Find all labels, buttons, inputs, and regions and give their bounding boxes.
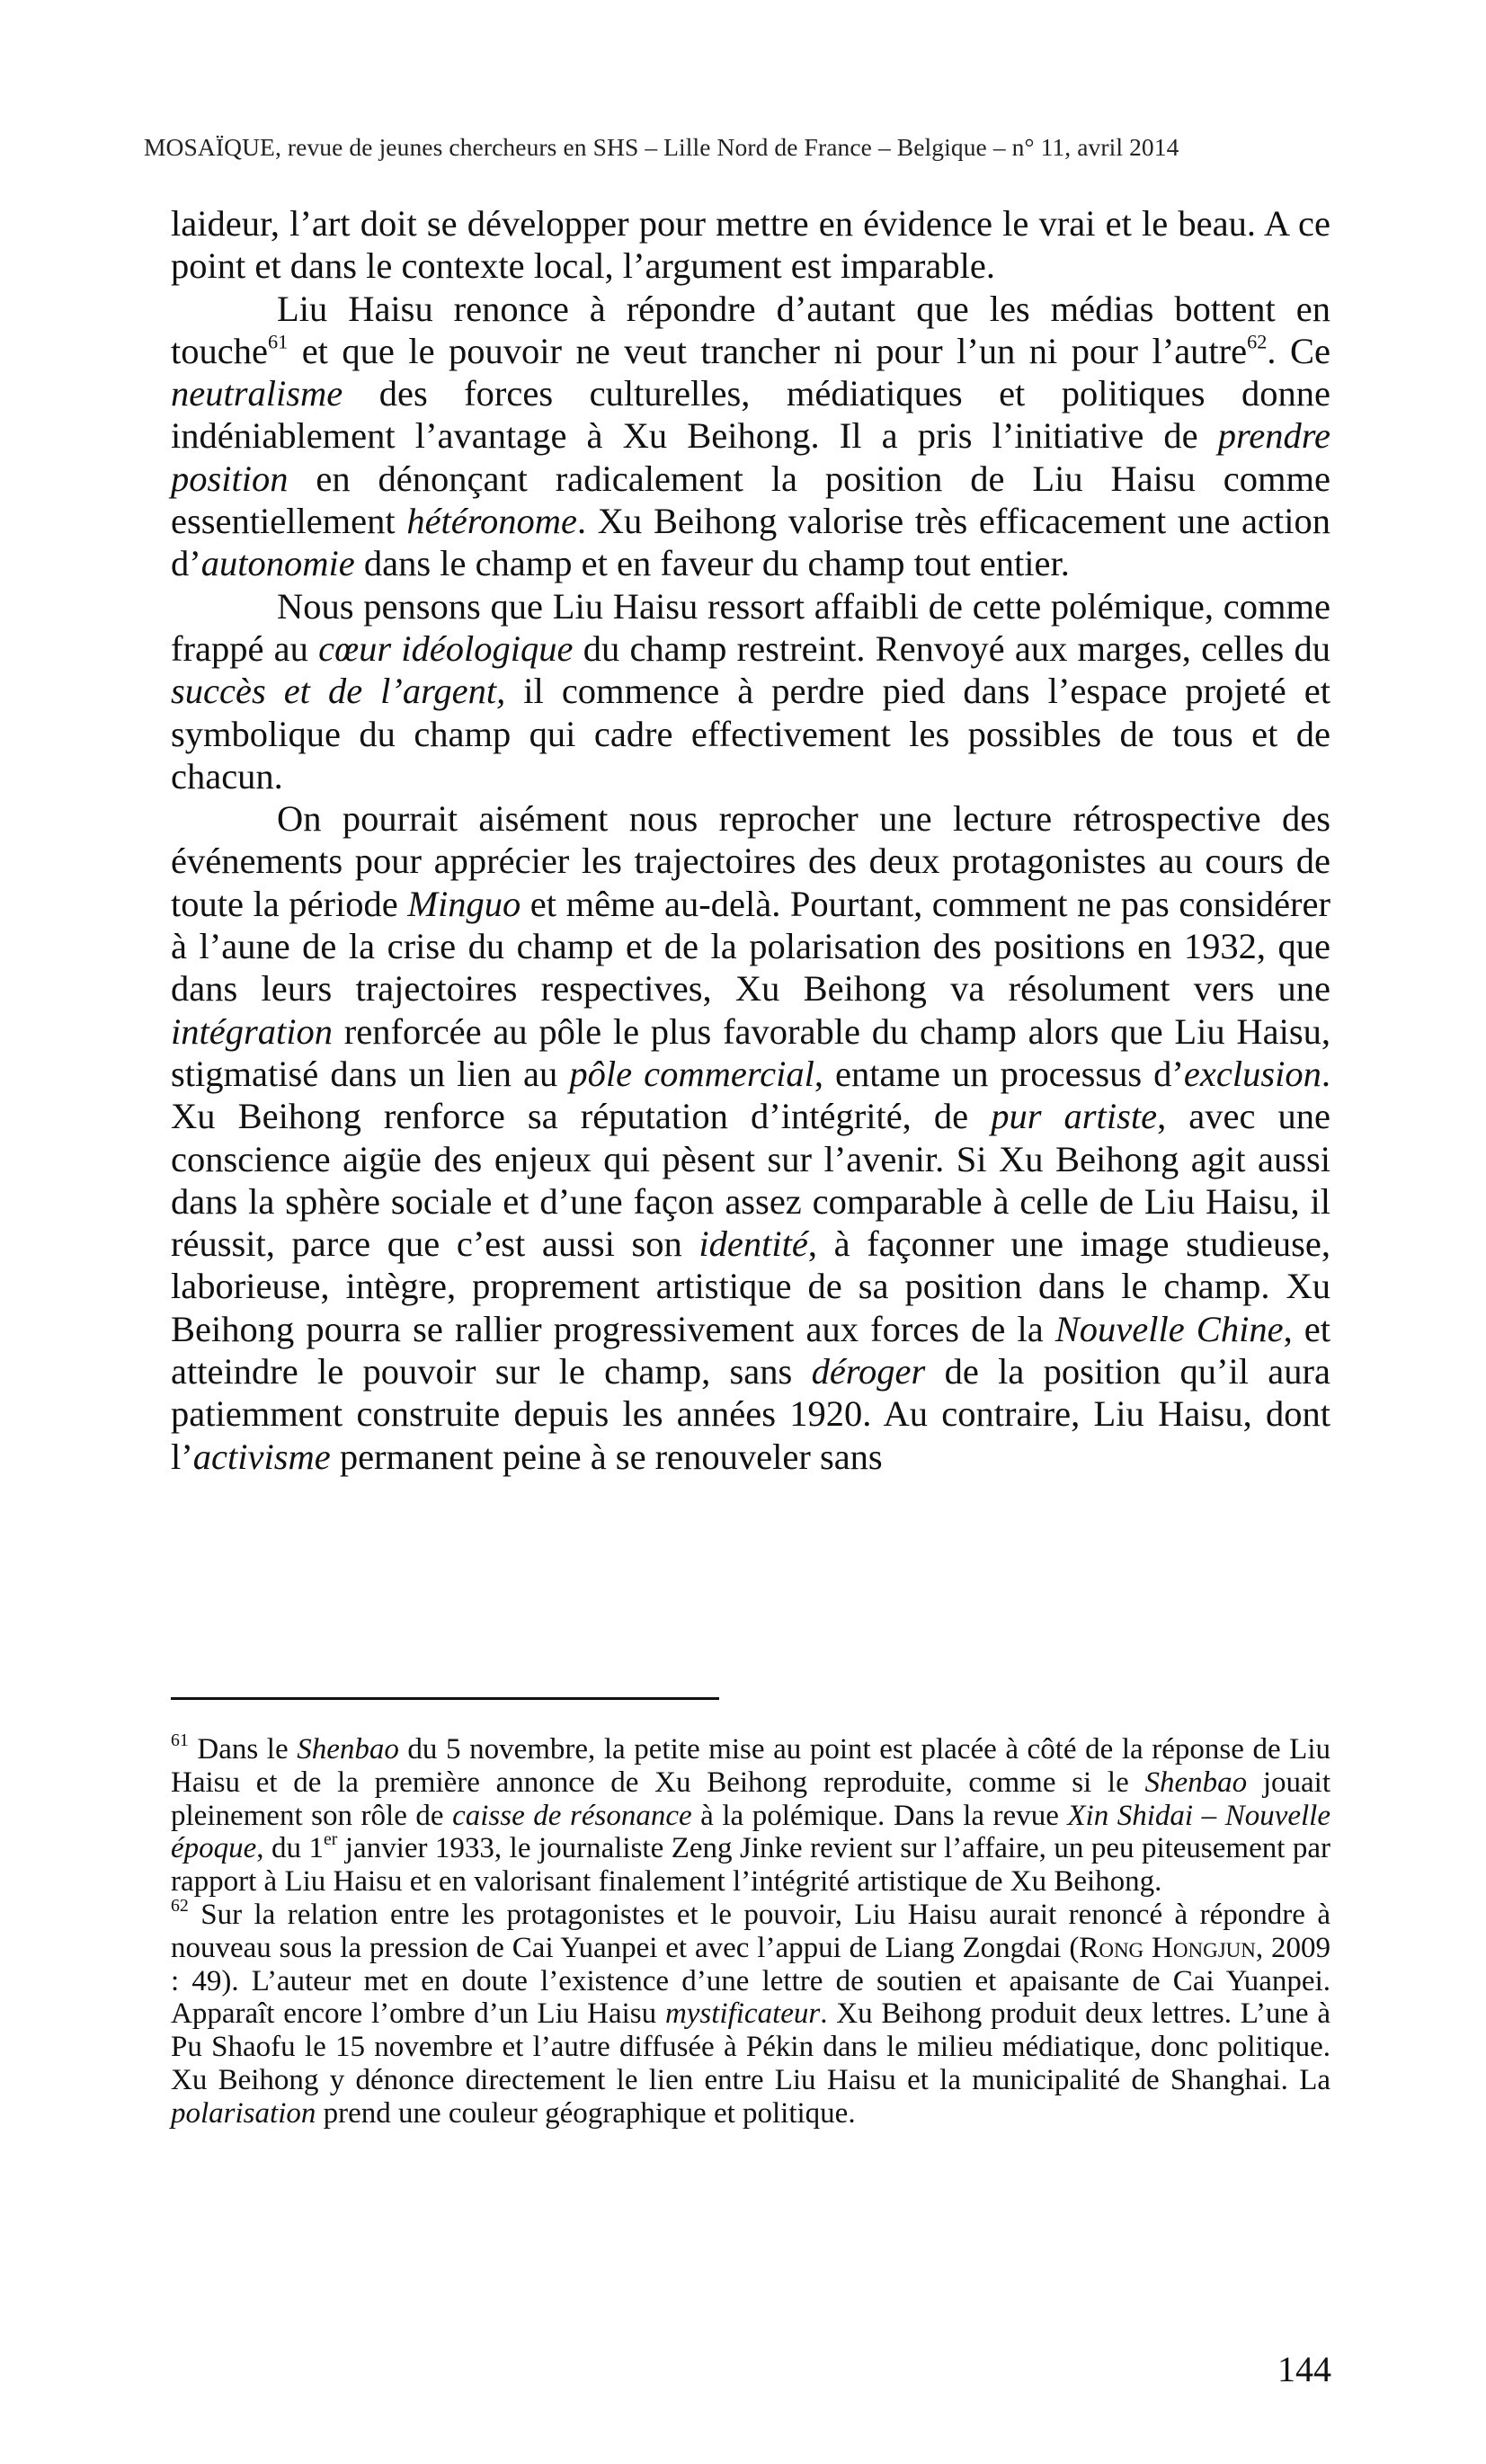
italic-text: déroger (811, 1351, 926, 1392)
italic-text: Xin Shidai (1067, 1799, 1194, 1832)
italic-text: Shenbao (297, 1733, 399, 1766)
italic-text: polarisation (171, 2096, 316, 2130)
footnote-ref[interactable]: er (324, 1829, 338, 1850)
italic-text: Minguo (407, 883, 521, 924)
italic-text: Nouvelle époque (171, 1799, 1330, 1865)
running-header: MOSAÏQUE, revue de jeunes chercheurs en SHS – Lille Nord de France – Belgique – n° 11, avril 2014 (144, 133, 1179, 161)
page-number: 144 (1277, 2349, 1331, 2389)
body-text (171, 202, 1330, 1478)
footnote-number: 62 (171, 1896, 189, 1917)
footnote-number: 61 (171, 1730, 189, 1751)
author-name: Rong Hongjun (1079, 1931, 1256, 1964)
italic-text: pôle commercial (569, 1053, 814, 1094)
italic-text: autonomie (200, 543, 355, 584)
italic-text: activisme (192, 1436, 331, 1477)
italic-text: hétéronome (406, 501, 578, 542)
italic-text: prendre position (171, 415, 1330, 499)
footnote-separator (171, 1697, 719, 1700)
footnote-62: $^{62}$ Sur la relation entre les protagonistes et le pouvoir, Liu Haisu aurait renoncé à répondre à nouveau sous la pression de Cai Yuanpei et avec l’appui de Liang Zongdai (Rong Hongjun, 2009 : 49). L’auteur met en doute l’existence d’une lettre de soutien et apaisante de Cai Yuanpei. Apparaît encore l’ombre d’un Liu Haisu mystificateur. Xu Beihong produit deux lettres. L’une à Pu Shaofu le 15 novembre et l’autre diffusée à Pékin dans le milieu médiatique, donc politique. Xu Beihong y dénonce directement le lien entre Liu Haisu et la municipalité de Shanghai. La polarisation prend une couleur géographique et politique. (171, 1896, 1330, 2130)
paragraph: On pourrait aisément nous reprocher une lecture rétrospective des événements pour apprécier les trajectoires des deux protagonistes au cours de toute la période Minguo et même au-delà. Pourtant, comment ne pas considérer à l’aune de la crise du champ et de la polarisation des positions en 1932, que dans leurs trajectoires respectives, Xu Beihong va résolument vers une intégration renforcée au pôle le plus favorable du champ alors que Liu Haisu, stigmatisé dans un lien au pôle commercial, entame un processus d’exclusion. Xu Beihong renforce sa réputation d’intégrité, de pur artiste, avec une conscience aigüe des enjeux qui pèsent sur l’avenir. Si Xu Beihong agit aussi dans la sphère sociale et d’une façon assez comparable à celle de Liu Haisu, il réussit, parce que c’est aussi son identité, à façonner une image studieuse, laborieuse, intègre, proprement artistique de sa position dans le champ. Xu Beihong pourra se rallier progressivement aux forces de la Nouvelle Chine, et atteindre le pouvoir sur le champ, sans déroger de la position qu’il aura patiemment construite depuis les années 1920. Au contraire, Liu Haisu, dont l’activisme permanent peine à se renouveler sans (171, 798, 1331, 1477)
paragraph: Liu Haisu renonce à répondre d’autant que les médias bottent en touche$^{61}$ et que le pouvoir ne veut trancher ni pour l’un ni pour l’autre$^{62}$. Ce neutralisme des forces culturelles, médiatiques et politiques donne indéniablement l’avantage à Xu Beihong. Il a pris l’initiative de prendre position en dénonçant radicalement la position de Liu Haisu comme essentiellement hétéronome. Xu Beihong valorise très efficacement une action d’autonomie dans le champ et en faveur du champ tout entier. (171, 288, 1330, 584)
italic-text: caisse de résonance (452, 1799, 692, 1832)
italic-text: pur artiste (991, 1096, 1158, 1137)
italic-text: cœur idéologique (318, 627, 574, 669)
italic-text: succès et de l’argent, (171, 671, 506, 712)
italic-text: exclusion (1183, 1053, 1321, 1094)
italic-text: intégration (171, 1010, 333, 1052)
footnote-ref[interactable]: 62 (1247, 330, 1268, 353)
paragraph: laideur, l’art doit se développer pour mettre en évidence le vrai et le beau. A ce point et dans le contexte local, l’argument est imparable. (171, 203, 1330, 287)
italic-text: identité (699, 1223, 808, 1265)
italic-text: mystificateur (664, 1997, 821, 2031)
italic-text: Nouvelle Chine (1054, 1308, 1284, 1349)
italic-text: Shenbao (1144, 1766, 1248, 1799)
footnote-61: $^{61}$ Dans le Shenbao du 5 novembre, la petite mise au point est placée à côté de la réponse de Liu Haisu et de la première annonce de Xu Beihong reproduite, comme si le Shenbao jouait pleinement son rôle de caisse de résonance à la polémique. Dans la revue Xin Shidai – Nouvelle époque, du 1er janvier 1933, le journaliste Zeng Jinke revient sur l’affaire, un peu piteusement par rapport à Liu Haisu et en valorisant finalement l’intégrité artistique de Xu Beihong. (171, 1730, 1331, 1899)
footnote-ref[interactable]: 61 (267, 330, 289, 353)
footnotes (171, 1730, 1331, 2130)
italic-text: neutralisme (171, 373, 343, 414)
paragraph: Nous pensons que Liu Haisu ressort affaibli de cette polémique, comme frappé au cœur idéologique du champ restreint. Renvoyé aux marges, celles du succès et de l’argent, il commence à perdre pied dans l’espace projeté et symbolique du champ qui cadre effectivement les possibles de tous et de chacun. (171, 585, 1330, 796)
